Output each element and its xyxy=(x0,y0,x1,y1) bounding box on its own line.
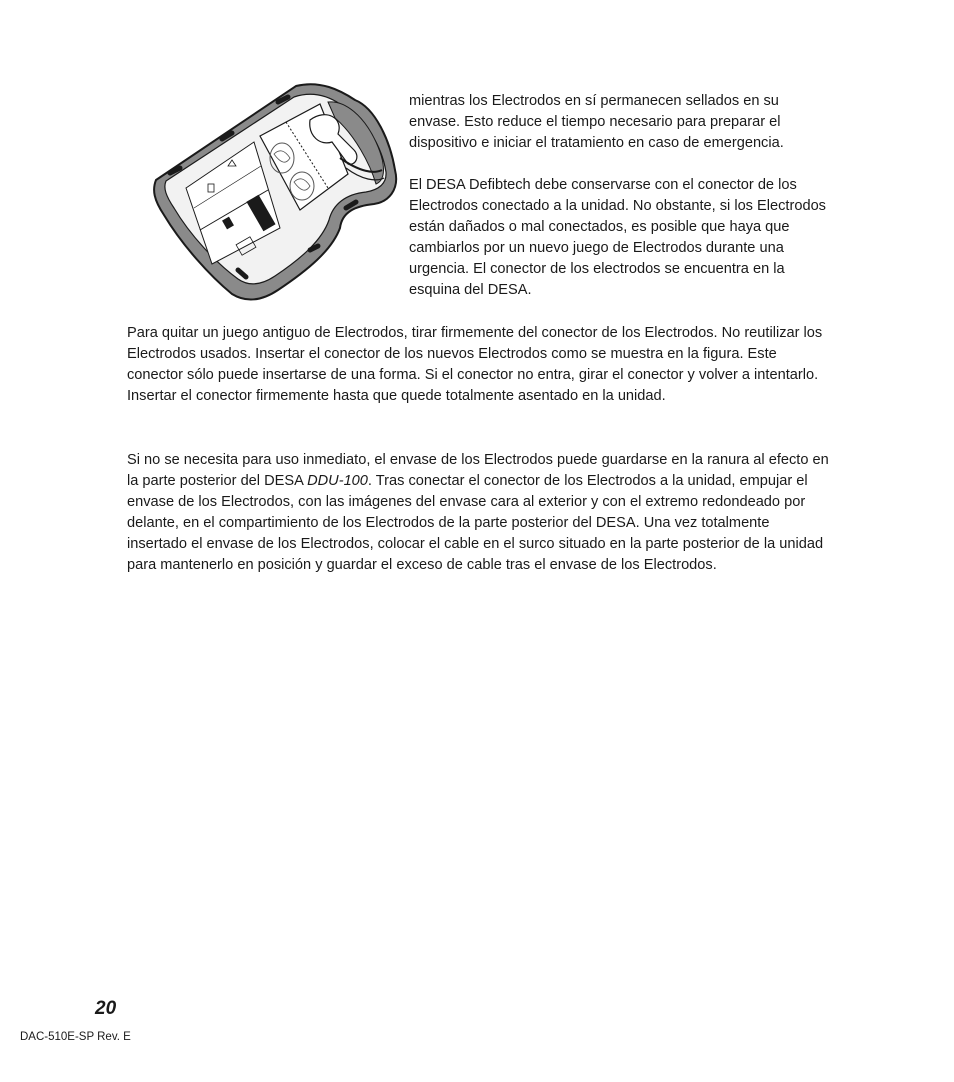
store-electrodes-paragraph xyxy=(127,450,833,577)
aed-device-illustration xyxy=(150,80,400,305)
paragraph-text-start: Si no se necesita para uso inmediato, el envase de los Electrodos puede guardarse en la ranura al efecto en la parte posterior del DESA xyxy=(127,452,829,490)
model-name: DDU-100 xyxy=(307,473,368,490)
document-footer: DAC-510E-SP Rev. E xyxy=(20,1031,131,1043)
replace-electrodes-paragraph: Para quitar un juego antiguo de Electrodos, tirar firmemente del conector de los Electrodos. No reutilizar los Electrodos usados. Insertar el conector de los nuevos Electrodos como se muestra en la figura. Este conector sólo puede insertarse de una forma. Si el conector no entra, girar el conector y volver a intentarlo. Insertar el conector firmemente hasta que quede totalmente asentado en la unidad. xyxy=(127,325,823,405)
paragraph-text-end: . Tras conectar el conector de los Electrodos a la unidad, empujar el envase de los Electrodos, con las imágenes del envase cara al exterior y con el extremo redondeado por delante, en el compartimiento de los Electrodos de la parte posterior del DESA. Una vez totalmente insertado el envase de los Electrodos, colocar el cable en el surco situado en la parte posterior de la unidad para mantenerlo en posición y guardar el exceso de cable tras el envase de los Electrodos. xyxy=(127,473,824,574)
intro-paragraph-continuation: mientras los Electrodos en sí permanecen sellados en su envase. Esto reduce el tiempo necesario para preparar el dispositivo e iniciar el tratamiento en caso de emergencia. xyxy=(409,93,784,152)
page-number: 20 xyxy=(95,998,117,1019)
connector-storage-paragraph: El DESA Defibtech debe conservarse con el conector de los Electrodos conectado a la unidad. No obstante, si los Electrodos están dañados o mal conectados, es posible que haya que cambiarlos por un nuevo juego de Electrodos durante una urgencia. El conector de los electrodos se encuentra en la esquina del DESA. xyxy=(409,177,826,299)
